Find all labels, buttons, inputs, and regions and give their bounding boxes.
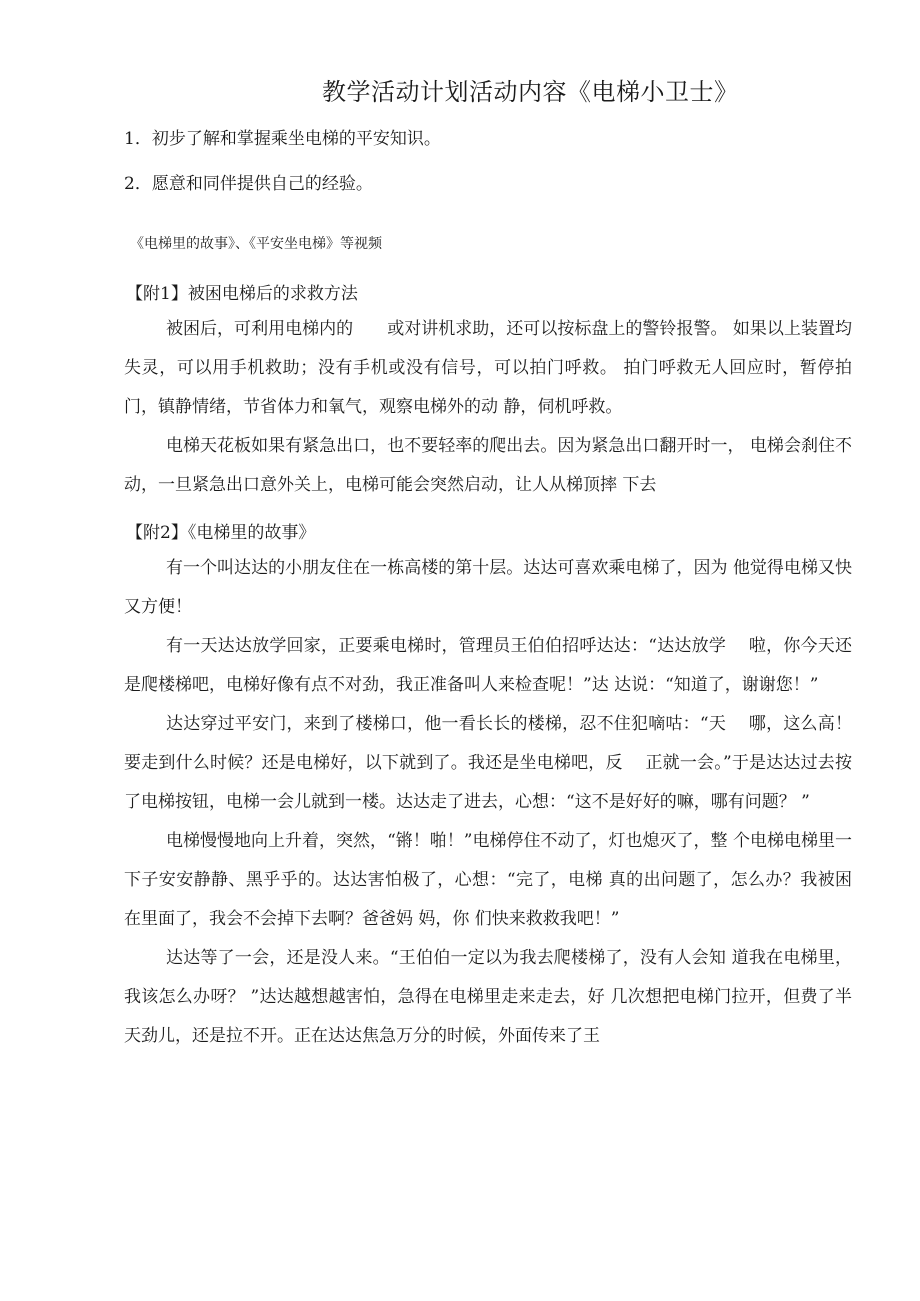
appendix-1-paragraph: 被困后，可利用电梯内的 或对讲机求助，还可以按标盘上的警铃报警。 如果以上装置均失灵，可以用手机救助；没有手机或没有信号，可以拍门呼救。 拍门呼救无人回应时，暂停拍门，镇静情绪，节省体力和氧气，观察电梯外的动 静，伺机呼救。 bbox=[124, 319, 852, 417]
story-paragraph: 电梯慢慢地向上升着，突然，“锵！啪！”电梯停住不动了，灯也熄灭了，整 个电梯电梯里一下子安安静静、黑乎乎的。达达害怕极了，心想：“完了，电梯 真的出问题了，怎么办？我被困在里面了，我会不会掉下去啊？爸爸妈 妈，你 们快来救救我吧！” bbox=[124, 831, 852, 929]
goal-item-2: 2．愿意和同伴提供自己的经验。 bbox=[124, 174, 373, 194]
appendix-1-heading: 【附1】被困电梯后的求救方法 bbox=[126, 284, 358, 304]
story-paragraph: 有一天达达放学回家，正要乘电梯时，管理员王伯伯招呼达达：“达达放学 啦，你今天还是爬楼梯吧，电梯好像有点不对劲，我正准备叫人来检查呢！”达 达说：“知道了，谢谢您！” bbox=[124, 636, 852, 695]
appendix-1-paragraph: 电梯天花板如果有紧急出口，也不要轻率的爬出去。因为紧急出口翻开时一， 电梯会刹住不动，一旦紧急出口意外关上，电梯可能会突然启动，让人从梯顶摔 下去 bbox=[124, 436, 852, 495]
story-paragraph: 达达穿过平安门，来到了楼梯口，他一看长长的楼梯，忍不住犯嘀咕：“天 哪，这么高！要走到什么时候？还是电梯好，以下就到了。我还是坐电梯吧，反 正就一会。”于是达达过去按了电梯按钮，电梯一会儿就到一楼。达达走了进去，心想：“这不是好好的嘛，哪有问题？ ” bbox=[124, 714, 852, 812]
appendix-2-heading: 【附2】《电梯里的故事》 bbox=[126, 523, 316, 543]
appendix-2-body bbox=[124, 549, 852, 1056]
document-title: 教学活动计划活动内容《电梯小卫士》 bbox=[322, 78, 739, 106]
appendix-1-body bbox=[124, 310, 852, 505]
story-paragraph: 达达等了一会，还是没人来。“王伯伯一定以为我去爬楼梯了，没有人会知 道我在电梯里，我该怎么办呀？ ”达达越想越害怕，急得在电梯里走来走去，好 几次想把电梯门拉开，但费了半天劲儿，还是拉不开。正在达达焦急万分的时候，外面传来了王 bbox=[124, 948, 852, 1046]
materials-line: 《电梯里的故事》、《平安坐电梯》等视频 bbox=[130, 236, 382, 252]
goal-item-1: 1．初步了解和掌握乘坐电梯的平安知识。 bbox=[124, 129, 441, 149]
story-paragraph: 有一个叫达达的小朋友住在一栋高楼的第十层。达达可喜欢乘电梯了，因为 他觉得电梯又快又方便！ bbox=[124, 558, 852, 617]
